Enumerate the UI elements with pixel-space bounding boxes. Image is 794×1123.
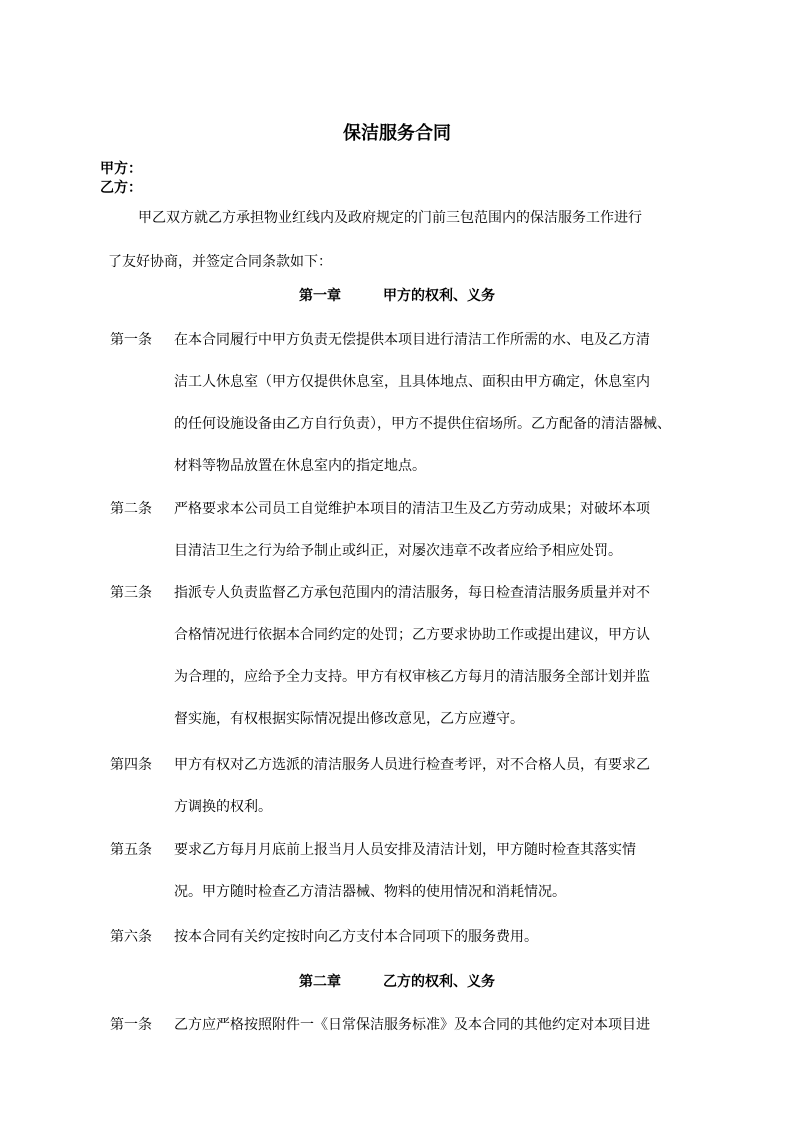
intro-line-2: 了友好协商，并签定合同条款如下：	[108, 254, 332, 270]
article-line: 材料等物品放置在休息室内的指定地点。	[174, 458, 426, 474]
article-line: 要求乙方每月月底前上报当月人员安排及清洁计划，甲方随时检查其落实情	[174, 842, 636, 858]
article-label: 第六条	[110, 929, 152, 945]
article-label: 第一条	[110, 1017, 152, 1033]
article-line: 严格要求本公司员工自觉维护本项目的清洁卫生及乙方劳动成果；对破坏本项	[174, 501, 650, 517]
article-body	[174, 319, 730, 487]
article-line: 按本合同有关约定按时向乙方支付本合同项下的服务费用。	[174, 929, 538, 945]
chapter-1-title: 甲方的权利、义务	[383, 288, 495, 304]
chapter-2-title: 乙方的权利、义务	[383, 974, 495, 990]
intro-line-1: 甲乙双方就乙方承担物业红线内及政府规定的门前三包范围内的保洁服务工作进行	[138, 210, 642, 226]
article-line: 指派专人负责监督乙方承包范围内的清洁服务，每日检查清洁服务质量并对不	[174, 585, 650, 601]
article-label: 第一条	[110, 332, 152, 348]
article-line: 的任何设施设备由乙方自行负责），甲方不提供住宿场所。乙方配备的清洁器械、	[174, 416, 671, 432]
article-body	[174, 1004, 730, 1046]
article-label: 第五条	[110, 842, 152, 858]
chapter-1-heading	[0, 286, 794, 306]
article-line: 况。甲方随时检查乙方清洁器械、物料的使用情况和消耗情况。	[174, 884, 566, 900]
chapter-2-number: 第二章	[299, 974, 341, 990]
contract-title: 保洁服务合同	[343, 123, 451, 144]
article-body	[174, 829, 730, 913]
article-line: 目清洁卫生之行为给予制止或纠正，对屡次违章不改者应给予相应处罚。	[174, 543, 622, 559]
chapter-2-heading	[0, 972, 794, 992]
party-b-label: 乙方：	[100, 180, 142, 196]
article-label: 第三条	[110, 585, 152, 601]
article-line: 在本合同履行中甲方负责无偿提供本项目进行清洁工作所需的水、电及乙方清	[174, 332, 650, 348]
chapter-1-number: 第一章	[299, 288, 341, 304]
party-a-label: 甲方：	[100, 161, 142, 177]
article-body	[174, 916, 730, 958]
article-body	[174, 572, 730, 740]
article-line: 甲方有权对乙方选派的清洁服务人员进行检查考评，对不合格人员，有要求乙	[174, 757, 650, 773]
article-line: 合格情况进行依据本合同约定的处罚；乙方要求协助工作或提出建议，甲方认	[174, 627, 650, 643]
article-line: 为合理的，应给予全力支持。甲方有权审核乙方每月的清洁服务全部计划并监	[174, 669, 650, 685]
article-label: 第四条	[110, 757, 152, 773]
article-line: 洁工人休息室（甲方仅提供休息室，且具体地点、面积由甲方确定，休息室内	[174, 374, 650, 390]
article-body	[174, 744, 730, 828]
article-body	[174, 488, 730, 572]
article-label: 第二条	[110, 501, 152, 517]
article-line: 乙方应严格按照附件一《日常保洁服务标准》及本合同的其他约定对本项目进	[174, 1017, 650, 1033]
article-line: 方调换的权利。	[174, 799, 272, 815]
article-line: 督实施，有权根据实际情况提出修改意见，乙方应遵守。	[174, 711, 524, 727]
